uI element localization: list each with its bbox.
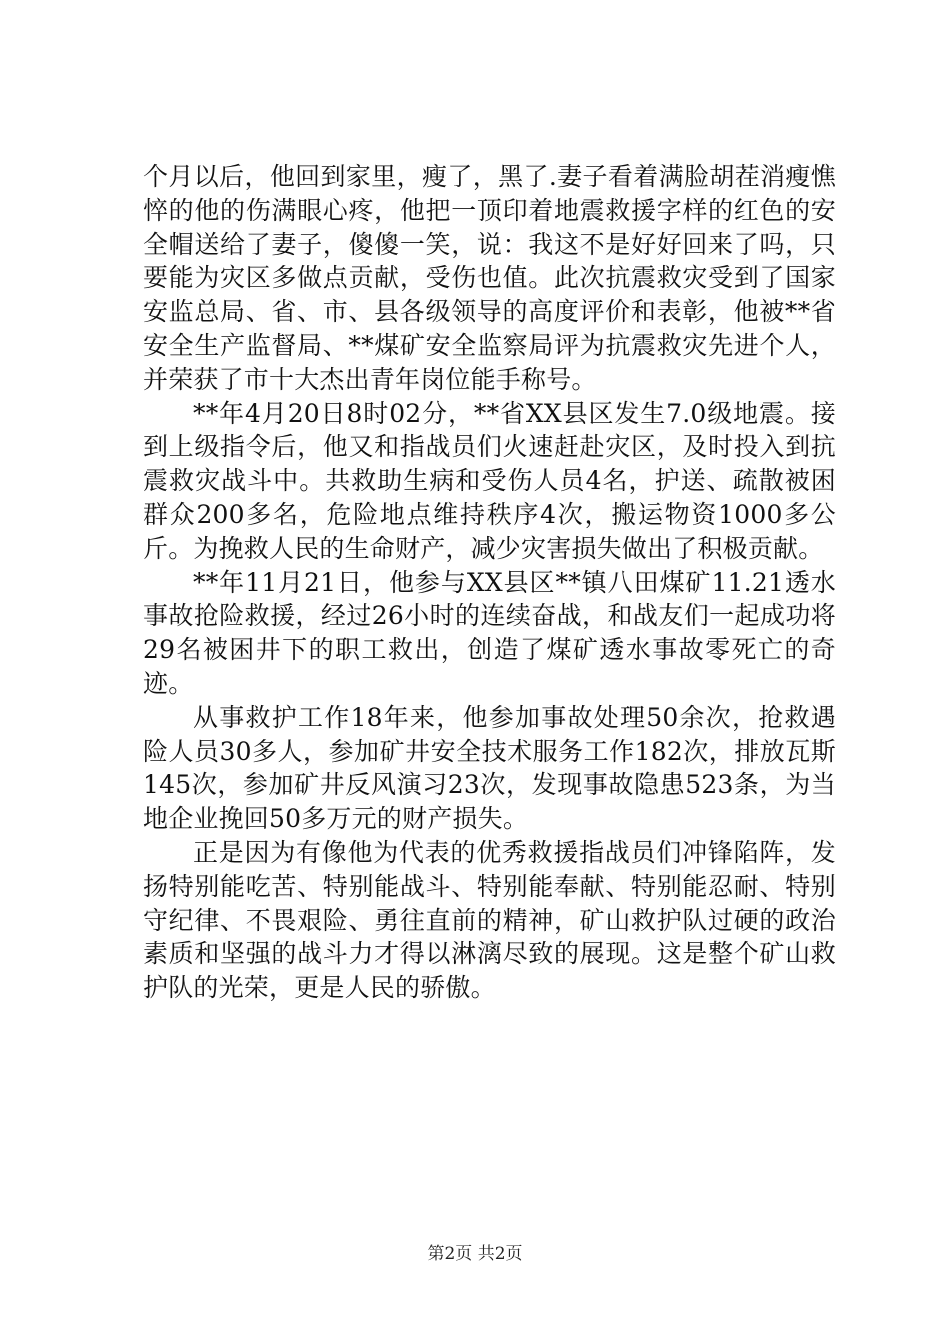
paragraph-conclusion: 正是因为有像他为代表的优秀救援指战员们冲锋陷阵，发扬特别能吃苦、特别能战斗、特别能奉献、特别能忍耐、特别守纪律、不畏艰险、勇往直前的精神，矿山救护队过硬的政治素质和坚强的战斗力才得以淋漓尽致的展现。这是整个矿山救护队的光荣，更是人民的骄傲。 [143, 837, 836, 1003]
page-number-footer: 第2页 共2页 [427, 1244, 523, 1264]
paragraph-flood-rescue: **年11月21日，他参与XX县区**镇八田煤矿11.21透水事故抢险救援，经过26小时的连续奋战，和战友们一起成功将29名被困井下的职工救出，创造了煤矿透水事故零死亡的奇迹。 [143, 567, 836, 698]
paragraph-career-summary: 从事救护工作18年来，他参加事故处理50余次，抢救遇险人员30多人，参加矿井安全技术服务工作182次，排放瓦斯145次，参加矿井反风演习23次，发现事故隐患523条，为当地企业挽回50多万元的财产损失。 [143, 702, 836, 834]
paragraph-earthquake-response: **年4月20日8时02分，**省XX县区发生7.0级地震。接到上级指令后，他又和指战员们火速赶赴灾区，及时投入到抗震救灾战斗中。共救助生病和受伤人员4名，护送、疏散被困群众200多名，危险地点维持秩序4次，搬运物资1000多公斤。为挽救人民的生命财产，减少灾害损失做出了积极贡献。 [143, 398, 836, 563]
document-body [143, 160, 836, 1005]
paragraph-continuation: 个月以后，他回到家里，瘦了，黑了.妻子看着满脸胡茬消瘦憔悴的他的伤满眼心疼，他把一顶印着地震救援字样的红色的安全帽送给了妻子，傻傻一笑，说：我这不是好好回来了吗，只要能为灾区多做点贡献，受伤也值。此次抗震救灾受到了国家安监总局、省、市、县各级领导的高度评价和表彰，他被**省安全生产监督局、**煤矿安全监察局评为抗震救灾先进个人，并荣获了市十大杰出青年岗位能手称号。 [143, 162, 836, 394]
